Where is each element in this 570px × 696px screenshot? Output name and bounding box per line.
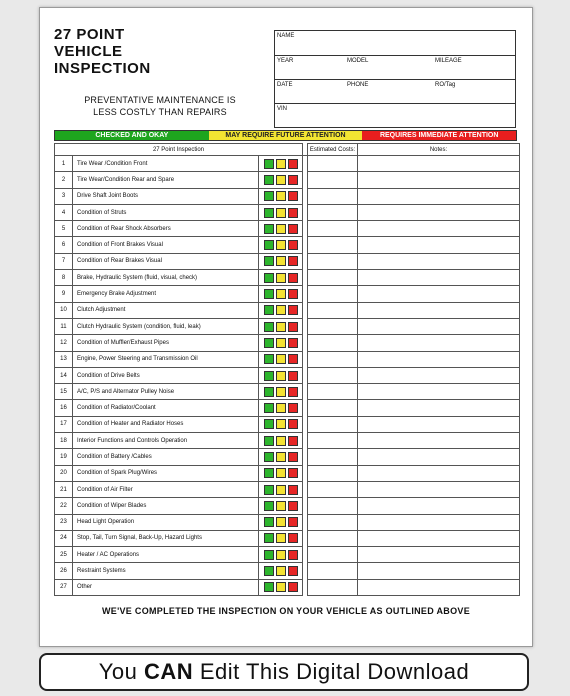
- red-checkbox[interactable]: [288, 208, 298, 218]
- table-header-row: [55, 144, 520, 156]
- estimated-cost-cell[interactable]: [308, 172, 358, 188]
- title-line-3: INSPECTION: [54, 60, 151, 77]
- green-checkbox[interactable]: [264, 175, 274, 185]
- status-checkboxes: [259, 547, 303, 563]
- status-checkboxes: [259, 449, 303, 465]
- table-row: [55, 253, 520, 269]
- item-number: 8: [55, 270, 73, 286]
- status-checkboxes: [259, 367, 303, 383]
- red-checkbox[interactable]: [288, 468, 298, 478]
- item-number: 21: [55, 481, 73, 497]
- tagline-line-1: PREVENTATIVE MAINTENANCE IS: [84, 95, 236, 105]
- item-number: 14: [55, 367, 73, 383]
- red-checkbox[interactable]: [288, 256, 298, 266]
- notes-cell[interactable]: [358, 400, 520, 416]
- item-number: 12: [55, 335, 73, 351]
- estimated-cost-cell[interactable]: [308, 530, 358, 546]
- red-checkbox[interactable]: [288, 224, 298, 234]
- notes-cell[interactable]: [358, 237, 520, 253]
- item-label: Other: [73, 579, 259, 595]
- item-label: Condition of Muffler/Exhaust Pipes: [73, 335, 259, 351]
- item-number: 11: [55, 318, 73, 334]
- vin-row[interactable]: [275, 103, 515, 128]
- status-checkboxes: [259, 221, 303, 237]
- estimated-cost-cell[interactable]: [308, 221, 358, 237]
- estimated-cost-cell[interactable]: [308, 465, 358, 481]
- item-number: 23: [55, 514, 73, 530]
- notes-header: Notes:: [358, 144, 520, 156]
- table-row: [55, 530, 520, 546]
- red-checkbox[interactable]: [288, 550, 298, 560]
- name-label: NAME: [277, 33, 295, 39]
- banner-text-after: Edit This Digital Download: [193, 659, 470, 684]
- notes-cell[interactable]: [358, 384, 520, 400]
- table-row: [55, 400, 520, 416]
- item-label: Tire Wear/Condition Rear and Spare: [73, 172, 259, 188]
- notes-cell[interactable]: [358, 286, 520, 302]
- yellow-checkbox[interactable]: [276, 208, 286, 218]
- yellow-checkbox[interactable]: [276, 224, 286, 234]
- yellow-checkbox[interactable]: [276, 256, 286, 266]
- estimated-cost-cell[interactable]: [308, 270, 358, 286]
- yellow-checkbox[interactable]: [276, 338, 286, 348]
- table-row: [55, 547, 520, 563]
- item-label: Condition of Rear Brakes Visual: [73, 253, 259, 269]
- table-row: [55, 302, 520, 318]
- notes-cell[interactable]: [358, 563, 520, 579]
- item-number: 10: [55, 302, 73, 318]
- banner-text-strong: CAN: [144, 659, 194, 684]
- vin-label: VIN: [277, 106, 288, 112]
- item-number: 7: [55, 253, 73, 269]
- model-label: MODEL: [347, 58, 369, 64]
- estimated-cost-cell[interactable]: [308, 498, 358, 514]
- table-row: [55, 498, 520, 514]
- notes-cell[interactable]: [358, 514, 520, 530]
- estimated-cost-cell[interactable]: [308, 400, 358, 416]
- item-number: 2: [55, 172, 73, 188]
- item-number: 1: [55, 156, 73, 172]
- estimated-cost-cell[interactable]: [308, 367, 358, 383]
- red-checkbox[interactable]: [288, 159, 298, 169]
- notes-cell[interactable]: [358, 579, 520, 595]
- table-row: [55, 579, 520, 595]
- item-number: 13: [55, 351, 73, 367]
- red-checkbox[interactable]: [288, 403, 298, 413]
- inspection-sheet: [39, 7, 533, 647]
- yellow-checkbox[interactable]: [276, 159, 286, 169]
- table-row: [55, 563, 520, 579]
- item-number: 24: [55, 530, 73, 546]
- yellow-checkbox[interactable]: [276, 501, 286, 511]
- yellow-checkbox[interactable]: [276, 354, 286, 364]
- status-checkboxes: [259, 400, 303, 416]
- green-checkbox[interactable]: [264, 224, 274, 234]
- table-row: [55, 270, 520, 286]
- legend-future-attention: MAY REQUIRE FUTURE ATTENTION: [209, 131, 363, 140]
- yellow-checkbox[interactable]: [276, 452, 286, 462]
- table-row: [55, 481, 520, 497]
- estimated-cost-cell[interactable]: [308, 253, 358, 269]
- estimated-cost-cell[interactable]: [308, 449, 358, 465]
- notes-cell[interactable]: [358, 221, 520, 237]
- item-label: Condition of Wiper Blades: [73, 498, 259, 514]
- green-checkbox[interactable]: [264, 485, 274, 495]
- cost-header: Estimated Costs:: [308, 144, 358, 156]
- green-checkbox[interactable]: [264, 468, 274, 478]
- yellow-checkbox[interactable]: [276, 550, 286, 560]
- legend-checked-okay: CHECKED AND OKAY: [55, 131, 209, 140]
- tagline-line-2: LESS COSTLY THAN REPAIRS: [93, 107, 227, 117]
- legend-immediate-attention: REQUIRES IMMEDIATE ATTENTION: [362, 131, 516, 140]
- red-checkbox[interactable]: [288, 371, 298, 381]
- yellow-checkbox[interactable]: [276, 273, 286, 283]
- date-label: DATE: [277, 82, 293, 88]
- estimated-cost-cell[interactable]: [308, 547, 358, 563]
- status-checkboxes: [259, 530, 303, 546]
- tagline: [64, 94, 256, 118]
- table-row: [55, 204, 520, 220]
- red-checkbox[interactable]: [288, 533, 298, 543]
- item-label: A/C, P/S and Alternator Pulley Noise: [73, 384, 259, 400]
- item-label: Condition of Spark Plug/Wires: [73, 465, 259, 481]
- estimated-cost-cell[interactable]: [308, 237, 358, 253]
- estimated-cost-cell[interactable]: [308, 481, 358, 497]
- yellow-checkbox[interactable]: [276, 191, 286, 201]
- green-checkbox[interactable]: [264, 452, 274, 462]
- notes-cell[interactable]: [358, 335, 520, 351]
- table-row: [55, 188, 520, 204]
- status-checkboxes: [259, 351, 303, 367]
- item-number: 20: [55, 465, 73, 481]
- estimated-cost-cell[interactable]: [308, 204, 358, 220]
- status-checkboxes: [259, 172, 303, 188]
- estimated-cost-cell[interactable]: [308, 302, 358, 318]
- table-row: [55, 465, 520, 481]
- edit-banner: [39, 653, 529, 691]
- item-number: 22: [55, 498, 73, 514]
- notes-cell[interactable]: [358, 547, 520, 563]
- table-row: [55, 335, 520, 351]
- table-row: [55, 514, 520, 530]
- green-checkbox[interactable]: [264, 371, 274, 381]
- banner-text-before: You: [98, 659, 145, 684]
- yellow-checkbox[interactable]: [276, 582, 286, 592]
- notes-cell[interactable]: [358, 367, 520, 383]
- status-checkboxes: [259, 416, 303, 432]
- green-checkbox[interactable]: [264, 550, 274, 560]
- yellow-checkbox[interactable]: [276, 419, 286, 429]
- notes-cell[interactable]: [358, 172, 520, 188]
- table-row: [55, 286, 520, 302]
- status-checkboxes: [259, 270, 303, 286]
- status-checkboxes: [259, 253, 303, 269]
- green-checkbox[interactable]: [264, 419, 274, 429]
- notes-cell[interactable]: [358, 449, 520, 465]
- yellow-checkbox[interactable]: [276, 387, 286, 397]
- green-checkbox[interactable]: [264, 159, 274, 169]
- item-number: 9: [55, 286, 73, 302]
- page-title: [54, 26, 264, 77]
- completion-statement: WE'VE COMPLETED THE INSPECTION ON YOUR VEHICLE AS OUTLINED ABOVE: [101, 606, 471, 616]
- yellow-checkbox[interactable]: [276, 436, 286, 446]
- green-checkbox[interactable]: [264, 240, 274, 250]
- item-label: Brake, Hydraulic System (fluid, visual, check): [73, 270, 259, 286]
- status-checkboxes: [259, 318, 303, 334]
- green-checkbox[interactable]: [264, 273, 274, 283]
- notes-cell[interactable]: [358, 465, 520, 481]
- item-label: Condition of Radiator/Coolant: [73, 400, 259, 416]
- item-label: Condition of Heater and Radiator Hoses: [73, 416, 259, 432]
- title-line-1: 27 POINT: [54, 26, 125, 43]
- item-label: Condition of Battery /Cables: [73, 449, 259, 465]
- item-number: 16: [55, 400, 73, 416]
- table-row: [55, 237, 520, 253]
- table-row: [55, 318, 520, 334]
- red-checkbox[interactable]: [288, 273, 298, 283]
- item-number: 5: [55, 221, 73, 237]
- items-header: 27 Point Inspection: [55, 144, 303, 156]
- notes-cell[interactable]: [358, 156, 520, 172]
- estimated-cost-cell[interactable]: [308, 286, 358, 302]
- estimated-cost-cell[interactable]: [308, 188, 358, 204]
- yellow-checkbox[interactable]: [276, 175, 286, 185]
- yellow-checkbox[interactable]: [276, 371, 286, 381]
- red-checkbox[interactable]: [288, 305, 298, 315]
- green-checkbox[interactable]: [264, 501, 274, 511]
- status-checkboxes: [259, 302, 303, 318]
- table-row: [55, 433, 520, 449]
- yellow-checkbox[interactable]: [276, 468, 286, 478]
- green-checkbox[interactable]: [264, 403, 274, 413]
- status-checkboxes: [259, 188, 303, 204]
- red-checkbox[interactable]: [288, 338, 298, 348]
- yellow-checkbox[interactable]: [276, 322, 286, 332]
- green-checkbox[interactable]: [264, 354, 274, 364]
- status-checkboxes: [259, 433, 303, 449]
- notes-cell[interactable]: [358, 302, 520, 318]
- status-checkboxes: [259, 498, 303, 514]
- estimated-cost-cell[interactable]: [308, 156, 358, 172]
- status-checkboxes: [259, 481, 303, 497]
- status-checkboxes: [259, 384, 303, 400]
- red-checkbox[interactable]: [288, 191, 298, 201]
- red-checkbox[interactable]: [288, 501, 298, 511]
- contact-row[interactable]: [275, 79, 515, 104]
- item-label: Interior Functions and Controls Operation: [73, 433, 259, 449]
- notes-cell[interactable]: [358, 498, 520, 514]
- table-row: [55, 172, 520, 188]
- yellow-checkbox[interactable]: [276, 533, 286, 543]
- red-checkbox[interactable]: [288, 452, 298, 462]
- estimated-cost-cell[interactable]: [308, 335, 358, 351]
- notes-cell[interactable]: [358, 416, 520, 432]
- item-label: Condition of Drive Belts: [73, 367, 259, 383]
- yellow-checkbox[interactable]: [276, 289, 286, 299]
- status-checkboxes: [259, 156, 303, 172]
- item-label: Condition of Struts: [73, 204, 259, 220]
- table-row: [55, 367, 520, 383]
- notes-cell[interactable]: [358, 433, 520, 449]
- item-label: Restraint Systems: [73, 563, 259, 579]
- notes-cell[interactable]: [358, 270, 520, 286]
- item-number: 4: [55, 204, 73, 220]
- item-label: Head Light Operation: [73, 514, 259, 530]
- red-checkbox[interactable]: [288, 289, 298, 299]
- estimated-cost-cell[interactable]: [308, 514, 358, 530]
- item-number: 27: [55, 579, 73, 595]
- status-checkboxes: [259, 286, 303, 302]
- item-label: Drive Shaft Joint Boots: [73, 188, 259, 204]
- status-checkboxes: [259, 204, 303, 220]
- item-number: 3: [55, 188, 73, 204]
- ro-tag-label: RO/Tag: [435, 82, 456, 88]
- item-number: 26: [55, 563, 73, 579]
- item-number: 15: [55, 384, 73, 400]
- green-checkbox[interactable]: [264, 517, 274, 527]
- red-checkbox[interactable]: [288, 485, 298, 495]
- customer-info-box: [274, 30, 516, 128]
- item-label: Heater / AC Operations: [73, 547, 259, 563]
- notes-cell[interactable]: [358, 253, 520, 269]
- notes-cell[interactable]: [358, 204, 520, 220]
- mileage-label: MILEAGE: [435, 58, 462, 64]
- green-checkbox[interactable]: [264, 322, 274, 332]
- green-checkbox[interactable]: [264, 436, 274, 446]
- notes-cell[interactable]: [358, 530, 520, 546]
- item-number: 19: [55, 449, 73, 465]
- red-checkbox[interactable]: [288, 387, 298, 397]
- item-label: Condition of Rear Shock Absorbers: [73, 221, 259, 237]
- yellow-checkbox[interactable]: [276, 566, 286, 576]
- status-legend: [54, 130, 517, 141]
- green-checkbox[interactable]: [264, 191, 274, 201]
- red-checkbox[interactable]: [288, 354, 298, 364]
- item-label: Condition of Front Brakes Visual: [73, 237, 259, 253]
- status-checkboxes: [259, 335, 303, 351]
- name-row[interactable]: [275, 31, 515, 55]
- red-checkbox[interactable]: [288, 419, 298, 429]
- estimated-cost-cell[interactable]: [308, 563, 358, 579]
- red-checkbox[interactable]: [288, 175, 298, 185]
- notes-cell[interactable]: [358, 481, 520, 497]
- estimated-cost-cell[interactable]: [308, 416, 358, 432]
- yellow-checkbox[interactable]: [276, 240, 286, 250]
- red-checkbox[interactable]: [288, 582, 298, 592]
- red-checkbox[interactable]: [288, 240, 298, 250]
- item-label: Condition of Air Filter: [73, 481, 259, 497]
- table-row: [55, 449, 520, 465]
- item-label: Engine, Power Steering and Transmission Oil: [73, 351, 259, 367]
- status-checkboxes: [259, 237, 303, 253]
- green-checkbox[interactable]: [264, 256, 274, 266]
- status-checkboxes: [259, 514, 303, 530]
- green-checkbox[interactable]: [264, 305, 274, 315]
- item-number: 25: [55, 547, 73, 563]
- notes-cell[interactable]: [358, 351, 520, 367]
- status-checkboxes: [259, 465, 303, 481]
- notes-cell[interactable]: [358, 188, 520, 204]
- red-checkbox[interactable]: [288, 566, 298, 576]
- yellow-checkbox[interactable]: [276, 403, 286, 413]
- green-checkbox[interactable]: [264, 533, 274, 543]
- phone-label: PHONE: [347, 82, 369, 88]
- red-checkbox[interactable]: [288, 517, 298, 527]
- item-label: Clutch Adjustment: [73, 302, 259, 318]
- estimated-cost-cell[interactable]: [308, 351, 358, 367]
- status-checkboxes: [259, 563, 303, 579]
- estimated-cost-cell[interactable]: [308, 318, 358, 334]
- green-checkbox[interactable]: [264, 566, 274, 576]
- green-checkbox[interactable]: [264, 208, 274, 218]
- notes-cell[interactable]: [358, 318, 520, 334]
- item-label: Tire Wear /Condition Front: [73, 156, 259, 172]
- table-row: [55, 156, 520, 172]
- vehicle-row[interactable]: [275, 55, 515, 80]
- table-row: [55, 351, 520, 367]
- estimated-cost-cell[interactable]: [308, 579, 358, 595]
- yellow-checkbox[interactable]: [276, 485, 286, 495]
- status-checkboxes: [259, 579, 303, 595]
- green-checkbox[interactable]: [264, 387, 274, 397]
- table-row: [55, 221, 520, 237]
- estimated-cost-cell[interactable]: [308, 433, 358, 449]
- green-checkbox[interactable]: [264, 338, 274, 348]
- yellow-checkbox[interactable]: [276, 305, 286, 315]
- green-checkbox[interactable]: [264, 582, 274, 592]
- red-checkbox[interactable]: [288, 322, 298, 332]
- green-checkbox[interactable]: [264, 289, 274, 299]
- item-number: 17: [55, 416, 73, 432]
- title-line-2: VEHICLE: [54, 43, 123, 60]
- red-checkbox[interactable]: [288, 436, 298, 446]
- item-label: Stop, Tail, Turn Signal, Back-Up, Hazard Lights: [73, 530, 259, 546]
- inspection-table: [54, 143, 520, 596]
- item-number: 18: [55, 433, 73, 449]
- item-number: 6: [55, 237, 73, 253]
- item-label: Clutch Hydraulic System (condition, fluid, leak): [73, 318, 259, 334]
- table-row: [55, 416, 520, 432]
- item-label: Emergency Brake Adjustment: [73, 286, 259, 302]
- estimated-cost-cell[interactable]: [308, 384, 358, 400]
- year-label: YEAR: [277, 58, 294, 64]
- table-row: [55, 384, 520, 400]
- yellow-checkbox[interactable]: [276, 517, 286, 527]
